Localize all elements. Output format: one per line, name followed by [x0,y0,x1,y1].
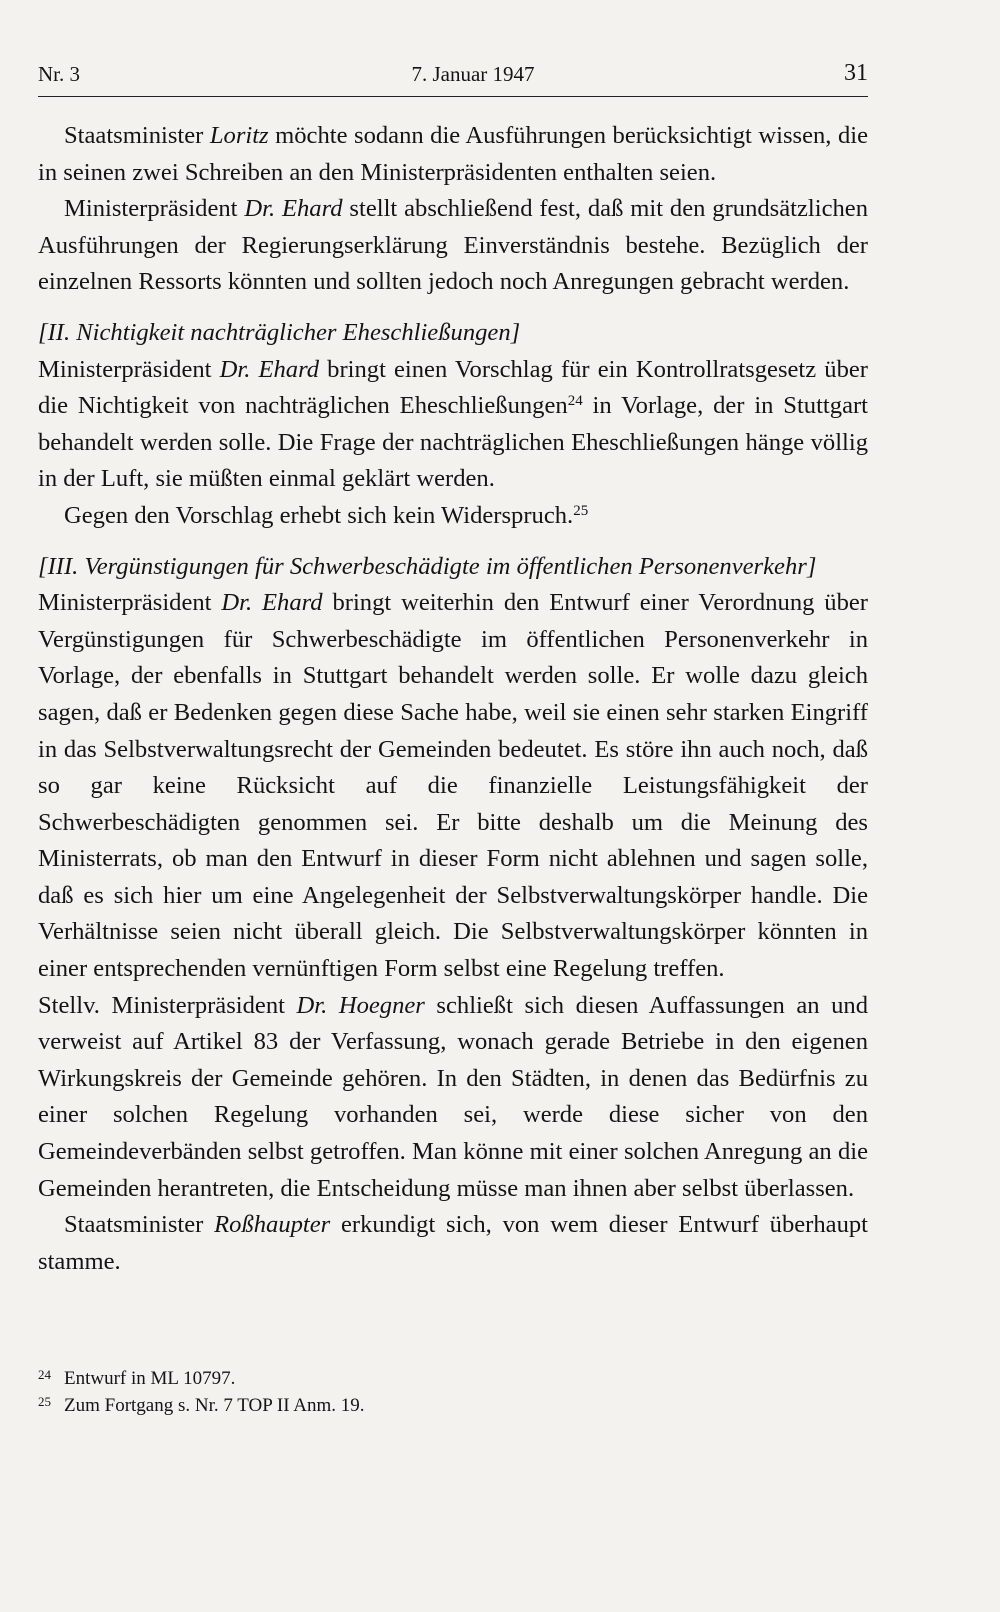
paragraph-text: Gegen den Vorschlag erhebt sich kein Widerspruch. [64,501,574,529]
paragraph-text: bringt einen Vorschlag für ein Kontrollratsgesetz über die Nichtigkeit von nachträglichen Eheschließungen [38,355,868,420]
body-text [38,118,868,1280]
person-name: Dr. Hoegner [296,991,425,1019]
footnote-text: Entwurf in ML 10797. [64,1368,236,1389]
header-date: 7. Januar 1947 [411,62,535,86]
paragraph-text: bringt weiterhin den Entwurf einer Verordnung über Vergünstigungen für Schwerbeschädigte im öffentlichen Personenverkehr in Vorlage, der ebenfalls in Stuttgart behandelt werden solle. Er wolle dazu gleich sagen, daß er Bedenken gegen diese Sache habe, weil sie einen sehr starken Eingriff in das Selbstverwaltungsrecht der Gemeinden bedeutet. Es störe ihn auch noch, daß so gar keine Rücksicht auf die finanzielle Leistungsfähigkeit der Schwerbeschädigten genommen sei. Er bitte deshalb um die Meinung des Ministerrats, ob man den Entwurf in dieser Form nicht ablehnen und sagen solle, daß es sich hier um eine Angelegenheit der Selbstverwaltungskörper handle. Die Verhältnisse seien nicht überall gleich. Die Selbstverwaltungskörper könnten in einer entsprechenden vernünftigen Form selbst eine Regelung treffen. [38,589,869,983]
paragraph-no-objection [38,498,868,535]
footnote-number: 25 [38,1394,51,1409]
issue-number: Nr. 3 [38,62,80,86]
running-header [38,60,868,97]
paragraph-text: erkundigt sich, von wem dieser Entwurf überhaupt stamme. [38,1211,868,1275]
paragraph-ehard-draft [38,585,868,988]
footnote-text: Zum Fortgang s. Nr. 7 TOP II Anm. 19. [64,1395,365,1416]
footnotes [38,1365,868,1419]
person-name: Dr. Ehard [221,589,323,617]
page-number: 31 [844,60,868,86]
person-name: Roßhaupter [214,1211,331,1239]
paragraph-ehard-conclusion [38,191,868,301]
paragraph-ehard-proposal [38,352,868,498]
paragraph-text: schließt sich diesen Auffassungen an und verweist auf Artikel 83 der Verfassung, wonach gerade Betriebe in den eigenen Wirkungskreis der Gemeinde gehören. In den Städten, in denen das Bedürfnis zu einer solchen Regelung vorhanden sei, werde diese sicher von den Gemeindeverbänden selbst getroffen. Man könne mit einer solchen Anregung an die Gemeinden herantreten, die Entscheidung müsse man ihnen aber selbst überlassen. [38,991,868,1202]
paragraph-text: stellt abschließend fest, daß mit den grundsätzlichen Ausführungen der Regierungserklärung Einverständnis bestehe. Bezüglich der einzelnen Ressorts könnten und sollten jedoch noch Anregungen gebracht werden. [38,195,869,296]
paragraph-loritz [38,118,868,191]
footnote-ref: 25 [573,502,589,519]
person-name: Loritz [209,122,269,149]
paragraph-rosshaupter [38,1207,868,1280]
footnote-number: 24 [38,1367,51,1382]
section-heading-iii: [III. Vergünstigungen für Schwerbeschädigte im öffentlichen Personenverkehr] [38,552,817,580]
paragraph-text: Staatsminister [64,122,210,149]
paragraph-text: Ministerpräsident [64,195,245,223]
paragraph-hoegner [38,988,868,1208]
paragraph-text: Ministerpräsident [38,589,222,617]
paragraph-text: Stellv. Ministerpräsident [38,991,297,1019]
footnote [38,1365,868,1392]
paragraph-text: in Vorlage, der in Stuttgart behandelt werden solle. Die Frage der nachträglichen Eheschließungen hänge völlig in der Luft, sie müßten einmal geklärt werden. [38,392,869,493]
paragraph-text: Ministerpräsident [38,355,220,383]
person-name: Dr. Ehard [244,195,343,223]
footnote-ref: 24 [567,392,583,409]
section-heading-ii: [II. Nichtigkeit nachträglicher Eheschließungen] [38,318,521,346]
footnote [38,1392,868,1419]
paragraph-text: möchte sodann die Ausführungen berücksichtigt wissen, die in seinen zwei Schreiben an den Ministerpräsidenten enthalten seien. [38,122,868,186]
paragraph-text: Staatsminister [64,1211,215,1239]
person-name: Dr. Ehard [219,355,320,383]
